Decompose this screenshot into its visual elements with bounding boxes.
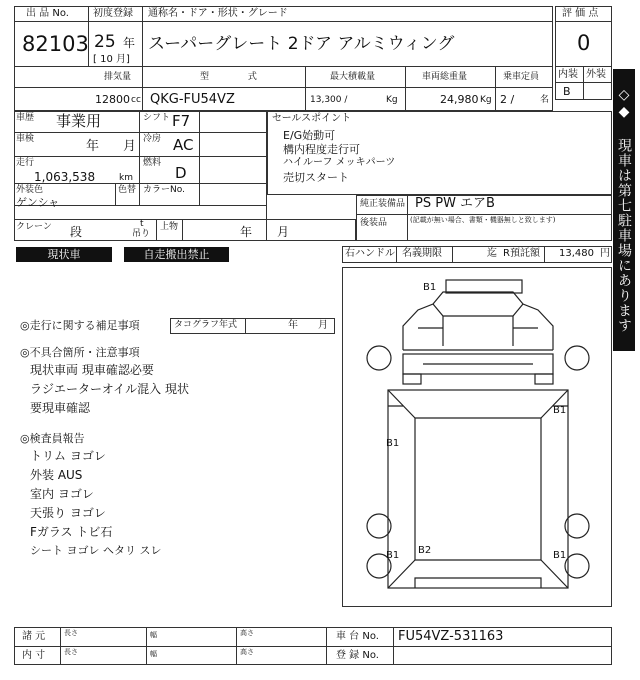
color-change-label: 色替 <box>118 185 137 195</box>
crane-label: クレーン <box>16 222 52 232</box>
recycle-unit: 円 <box>600 248 610 259</box>
vehicle-name-label: 通称名・ドア・形状・グレード <box>148 8 288 19</box>
exterior-color-value: ゲンシャ <box>16 196 60 209</box>
model-value: QKG-FU54VZ <box>150 92 235 107</box>
inspector-note-5: Fガラス トビ石 <box>30 525 113 539</box>
sales-point-3: ハイルーフ メッキパーツ <box>283 157 396 168</box>
history-label: 車歴 <box>16 113 35 123</box>
mileage-label: 走行 <box>16 158 35 168</box>
chassis-number: FU54VZ-531163 <box>398 629 504 644</box>
inspection-year: 年 <box>86 139 100 154</box>
genuine-equipment-label: 純正装備品 <box>360 199 406 209</box>
exterior-color-label: 外装色 <box>16 185 44 195</box>
defect-1: 現状車両 現車確認必要 <box>30 363 154 377</box>
displacement-label: 排気量 <box>104 72 132 82</box>
history-value: 事業用 <box>56 112 102 130</box>
dimensions-footer-label: 内 寸 <box>22 650 46 661</box>
upper-year: 年 <box>240 225 253 239</box>
displacement-value: 12800 <box>95 93 130 106</box>
capacity-unit: 名 <box>540 95 550 105</box>
defects-title: ◎不具合箇所・注意事項 <box>20 346 140 359</box>
cooler-label: 冷房 <box>143 134 162 144</box>
crane-hook: 吊り <box>132 229 151 239</box>
genuine-equipment: PS PW エアB <box>415 196 495 211</box>
sales-point-2: 構内程度走行可 <box>283 143 360 156</box>
lot-number: 82103 <box>22 32 89 56</box>
aftermarket-label: 後装品 <box>360 218 388 228</box>
name-change-label: 名義期限 <box>402 248 442 259</box>
inspector-note-3: 室内 ヨゴレ <box>30 487 94 501</box>
damage-diagram <box>342 267 612 607</box>
inspector-note-2: 外装 AUS <box>30 468 83 482</box>
color-code-label: カラーNo. <box>143 185 185 195</box>
gross-weight-unit: Kg <box>480 95 492 105</box>
height-label-2: 高さ <box>240 648 254 656</box>
height-label-1: 高さ <box>240 629 254 637</box>
vehicle-name: スーパーグレート 2ドア アルミウィング <box>148 34 455 54</box>
width-label-1: 幅 <box>150 631 157 639</box>
max-load-unit: Kg <box>386 95 398 105</box>
capacity-label: 乗車定員 <box>503 72 540 82</box>
recycle-label: R預託額 <box>503 248 540 259</box>
inspection-month: 月 <box>123 139 137 154</box>
interior-grade: B <box>563 85 571 98</box>
truck-outline <box>343 268 613 608</box>
gross-weight-value: 24,980 <box>440 93 479 106</box>
shift-label: シフト <box>143 113 171 123</box>
aftermarket-note: (記載が無い場合、書類・機器無しと致します) <box>410 216 556 224</box>
parking-notice-text: ◇◆ 現車は第七駐車場にあります ◆◇ <box>594 87 632 333</box>
grade-label: 評 価 点 <box>562 8 599 19</box>
inspector-note-6: シート ヨゴレ ヘタリ スレ <box>30 544 162 557</box>
crane-ton: t <box>140 219 144 229</box>
upper-month: 月 <box>277 225 290 239</box>
length-label-1: 長さ <box>64 629 78 637</box>
capacity-value: 2 / <box>500 93 515 106</box>
first-reg-label: 初度登録 <box>93 8 133 19</box>
fuel-label: 燃料 <box>143 158 162 168</box>
driving-notes-title: ◎走行に関する補足事項 <box>20 319 140 332</box>
max-load-value: 13,300 / <box>310 95 348 105</box>
crane-steps: 段 <box>70 225 83 239</box>
first-reg-month: [ 10 月] <box>93 54 130 65</box>
max-load-label: 最大積載量 <box>330 72 376 82</box>
defect-3: 要現車確認 <box>30 401 91 415</box>
gross-weight-label: 車両総重量 <box>422 72 468 82</box>
inspector-note-1: トリム ヨゴレ <box>30 449 106 463</box>
sales-point-1: E/G始動可 <box>283 129 336 142</box>
sales-points-label: セールスポイント <box>272 113 352 124</box>
specs-footer-label: 諸 元 <box>22 631 46 642</box>
tachograph-label: タコグラフ年式 <box>174 320 238 330</box>
sales-point-4: 売切スタート <box>283 171 349 184</box>
self-drive-prohibited-tag: 自走搬出禁止 <box>124 247 229 262</box>
chassis-label: 車 台 No. <box>336 631 379 642</box>
exterior-label: 外装 <box>586 69 606 80</box>
mileage-unit: km <box>119 173 133 183</box>
first-reg-year-unit: 年 <box>123 36 136 50</box>
width-label-2: 幅 <box>150 650 157 658</box>
mark-rear-center: B2 <box>418 545 432 556</box>
name-change-unit: 迄 <box>487 248 497 259</box>
model-label: 型 式 <box>200 72 275 82</box>
mark-right-upper: B1 <box>553 405 567 416</box>
lot-label: 出 品 No. <box>26 8 69 19</box>
mark-rear-left: B1 <box>386 550 400 561</box>
interior-label: 内装 <box>558 69 578 80</box>
mark-left: B1 <box>386 438 400 449</box>
current-state-tag: 現状車 <box>16 247 112 262</box>
inspector-note-4: 天張り ヨゴレ <box>30 506 106 520</box>
mark-right-lower: B1 <box>553 550 567 561</box>
inspection-label: 車検 <box>16 134 35 144</box>
tachograph-year: 年 <box>288 320 298 331</box>
upper-label: 上物 <box>160 222 179 232</box>
inspector-title: ◎検査員報告 <box>20 432 85 445</box>
tachograph-month: 月 <box>318 320 328 331</box>
grade-value: 0 <box>577 31 591 55</box>
steering: 右ハンドル <box>345 248 395 259</box>
fuel-value: D <box>175 164 187 182</box>
shift-value: F7 <box>172 112 191 130</box>
mileage-value: 1,063,538 <box>34 170 96 184</box>
registration-label: 登 録 No. <box>336 650 379 661</box>
length-label-2: 長さ <box>64 648 78 656</box>
mark-top: B1 <box>423 282 437 293</box>
recycle-value: 13,480 <box>559 248 594 259</box>
cooler-value: AC <box>173 136 194 154</box>
defect-2: ラジエーターオイル混入 現状 <box>30 382 189 396</box>
crane-row <box>14 219 356 241</box>
displacement-unit: cc <box>131 95 141 105</box>
first-reg-year: 25 <box>94 32 116 52</box>
